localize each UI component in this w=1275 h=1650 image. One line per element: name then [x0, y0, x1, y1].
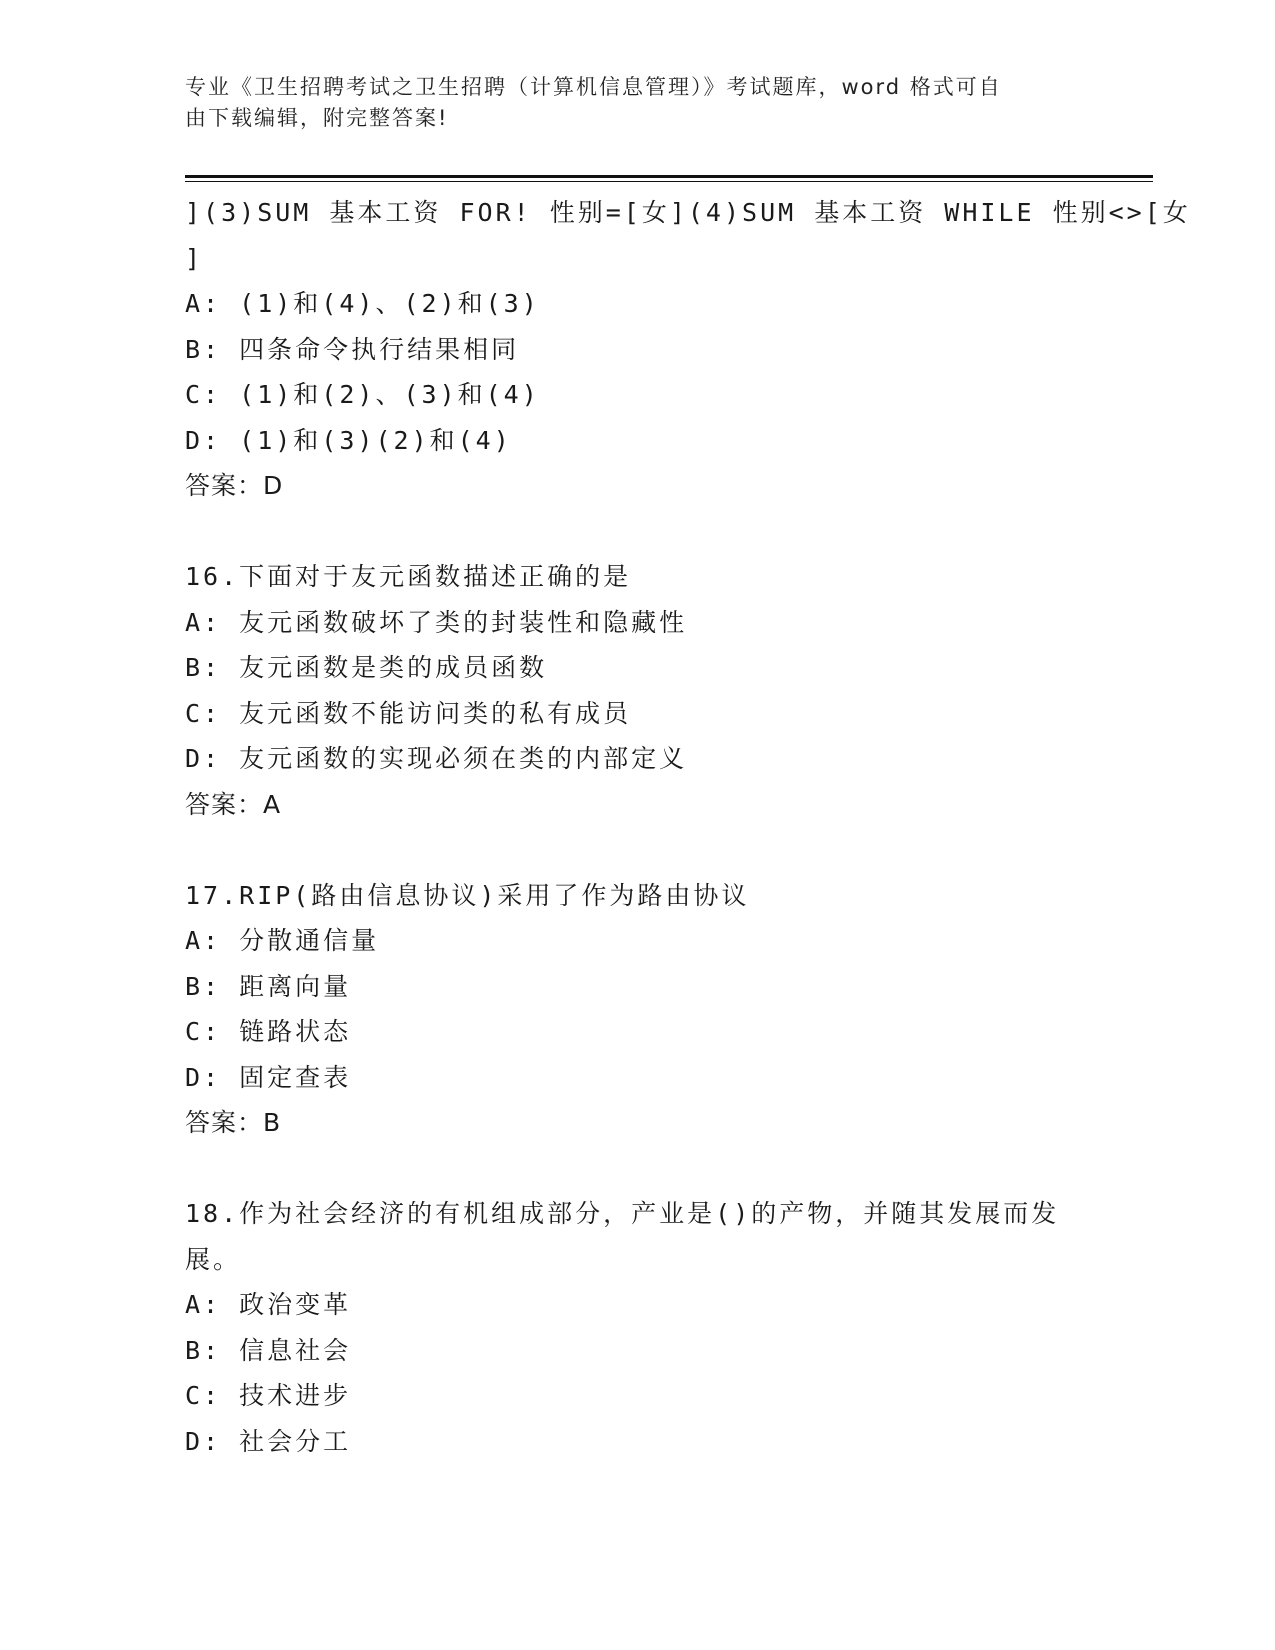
option-d: D: (1)和(3)(2)和(4) — [185, 425, 512, 455]
option-a: A: 分散通信量 — [185, 926, 380, 955]
answer-line: 答案：A — [185, 789, 282, 819]
spacer — [185, 1146, 1085, 1192]
header-line-1: 专业《卫生招聘考试之卫生招聘（计算机信息管理）》考试题库，word 格式可自 — [185, 75, 1002, 99]
header-divider-thick — [185, 175, 1153, 178]
question-16 — [185, 554, 1085, 827]
question-18 — [185, 1191, 1085, 1464]
answer-line: 答案：D — [185, 471, 284, 500]
option-a: A: 政治变革 — [185, 1290, 352, 1319]
question-15-continued — [185, 190, 1191, 509]
question-content — [185, 190, 1191, 1464]
option-b: B: 四条命令执行结果相同 — [185, 334, 520, 364]
question-17 — [185, 873, 1085, 1146]
option-b: B: 距离向量 — [185, 971, 352, 1001]
question-text: 展。 — [185, 1244, 242, 1274]
question-text: ] — [185, 243, 204, 273]
document-header — [185, 72, 1085, 134]
question-text: 18.作为社会经济的有机组成部分，产业是()的产物，并随其发展而发 — [185, 1199, 1060, 1228]
answer-line: 答案：B — [185, 1108, 282, 1137]
question-text: 17.RIP(路由信息协议)采用了作为路由协议 — [185, 880, 750, 910]
question-text: 16.下面对于友元函数描述正确的是 — [185, 562, 632, 591]
spacer — [185, 509, 1085, 555]
question-text: ](3)SUM 基本工资 FOR! 性别=[女](4)SUM 基本工资 WHILE 性别<>[女 — [185, 198, 1191, 227]
option-c: C: 友元函数不能访问类的私有成员 — [185, 698, 632, 728]
option-c: C: 链路状态 — [185, 1017, 352, 1046]
option-b: B: 友元函数是类的成员函数 — [185, 653, 548, 682]
option-a: A: (1)和(4)、(2)和(3) — [185, 289, 540, 318]
spacer — [185, 827, 1085, 873]
header-divider-thin — [185, 181, 1153, 182]
option-d: D: 友元函数的实现必须在类的内部定义 — [185, 744, 688, 773]
option-c: C: (1)和(2)、(3)和(4) — [185, 380, 540, 409]
header-line-2: 由下载编辑，附完整答案! — [185, 106, 449, 130]
option-c: C: 技术进步 — [185, 1381, 352, 1410]
option-a: A: 友元函数破坏了类的封装性和隐藏性 — [185, 607, 688, 637]
option-d: D: 固定查表 — [185, 1062, 352, 1092]
option-b: B: 信息社会 — [185, 1335, 352, 1365]
option-d: D: 社会分工 — [185, 1426, 352, 1456]
